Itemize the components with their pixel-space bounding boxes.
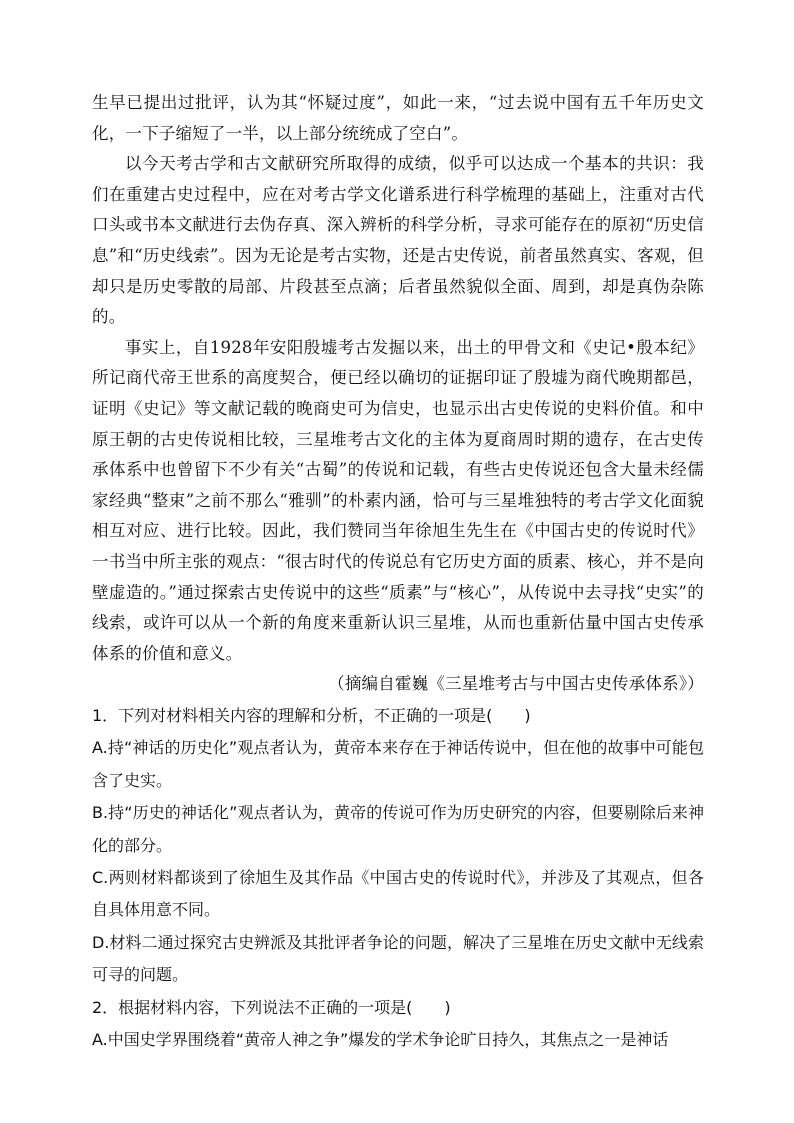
question-1-stem: 1．下列对材料相关内容的理解和分析，不正确的一项是( ): [92, 705, 531, 725]
question-1-option-d: D.材料二通过探究古史辨派及其批评者争论的问题，解决了三星堆在历史文献中无线索可寻的问题。: [92, 932, 704, 985]
passage-paragraph-3: 事实上，自1928年安阳殷墟考古发掘以来，出土的甲骨文和《史记•殷本纪》所记商代帝王世系的高度契合，便已经以确切的证据印证了殷墟为商代晚期都邑，证明《史记》等文献记载的晚商史可为信史，也显示出古史传说的史料价值。和中原王朝的古史传说相比较，三星堆考古文化的主体为夏商周时期的遗存，在古史传承体系中也曾留下不少有关“古蜀”的传说和记载，有些古史传说还包含大量未经儒家经典“整束”之前不那么“雅驯”的朴素内涵，恰可与三星堆独特的考古学文化面貌相互对应、进行比较。因此，我们赞同当年徐旭生先生在《中国古史的传说时代》一书当中所主张的观点：“很古时代的传说总有它历史方面的质素、核心，并不是向壁虚造的。”通过探索古史传说中的这些“质素”与“核心”，从传说中去寻找“史实”的线索，或许可以从一个新的角度来重新认识三星堆，从而也重新估量中国古史传承体系的价值和意义。: [92, 337, 704, 663]
passage-paragraph-2: 以今天考古学和古文献研究所取得的成绩，似乎可以达成一个基本的共识：我们在重建古史过程中，应在对考古学文化谱系进行科学梳理的基础上，注重对古代口头或书本文献进行去伪存真、深入辨析的科学分析，寻求可能存在的原初“历史信息”和“历史线索”。因为无论是考古实物，还是古史传说，前者虽然真实、客观，但却只是历史零散的局部、片段甚至点滴；后者虽然貌似全面、周到，却是真伪杂陈的。: [92, 154, 704, 327]
document-page: [92, 88, 704, 1056]
question-2-stem: 2．根据材料内容，下列说法不正确的一项是( ): [92, 997, 451, 1017]
question-2-option-a: A.中国史学界围绕着“黄帝人神之争”爆发的学术争论旷日持久，其焦点之一是神话: [92, 1029, 669, 1049]
question-1-option-c: C.两则材料都谈到了徐旭生及其作品《中国古史的传说时代》，并涉及了其观点，但各自具体用意不同。: [92, 867, 704, 920]
question-1-option-b: B.持“历史的神话化”观点者认为，黄帝的传说可作为历史研究的内容，但要剔除后来神化的部分。: [92, 803, 704, 855]
passage-paragraph-1: 生早已提出过批评，认为其“怀疑过度”，如此一来，“过去说中国有五千年历史文化，一下子缩短了一半，以上部分统统成了空白”。: [92, 93, 704, 143]
question-1-option-a: A.持“神话的历史化”观点者认为，黄帝本来存在于神话传说中，但在他的故事中可能包含了史实。: [92, 738, 704, 790]
passage-source: （摘编自霍巍《三星堆考古与中国古史传承体系》）: [328, 674, 704, 694]
question-1: [92, 700, 704, 992]
question-2: [92, 992, 704, 1057]
